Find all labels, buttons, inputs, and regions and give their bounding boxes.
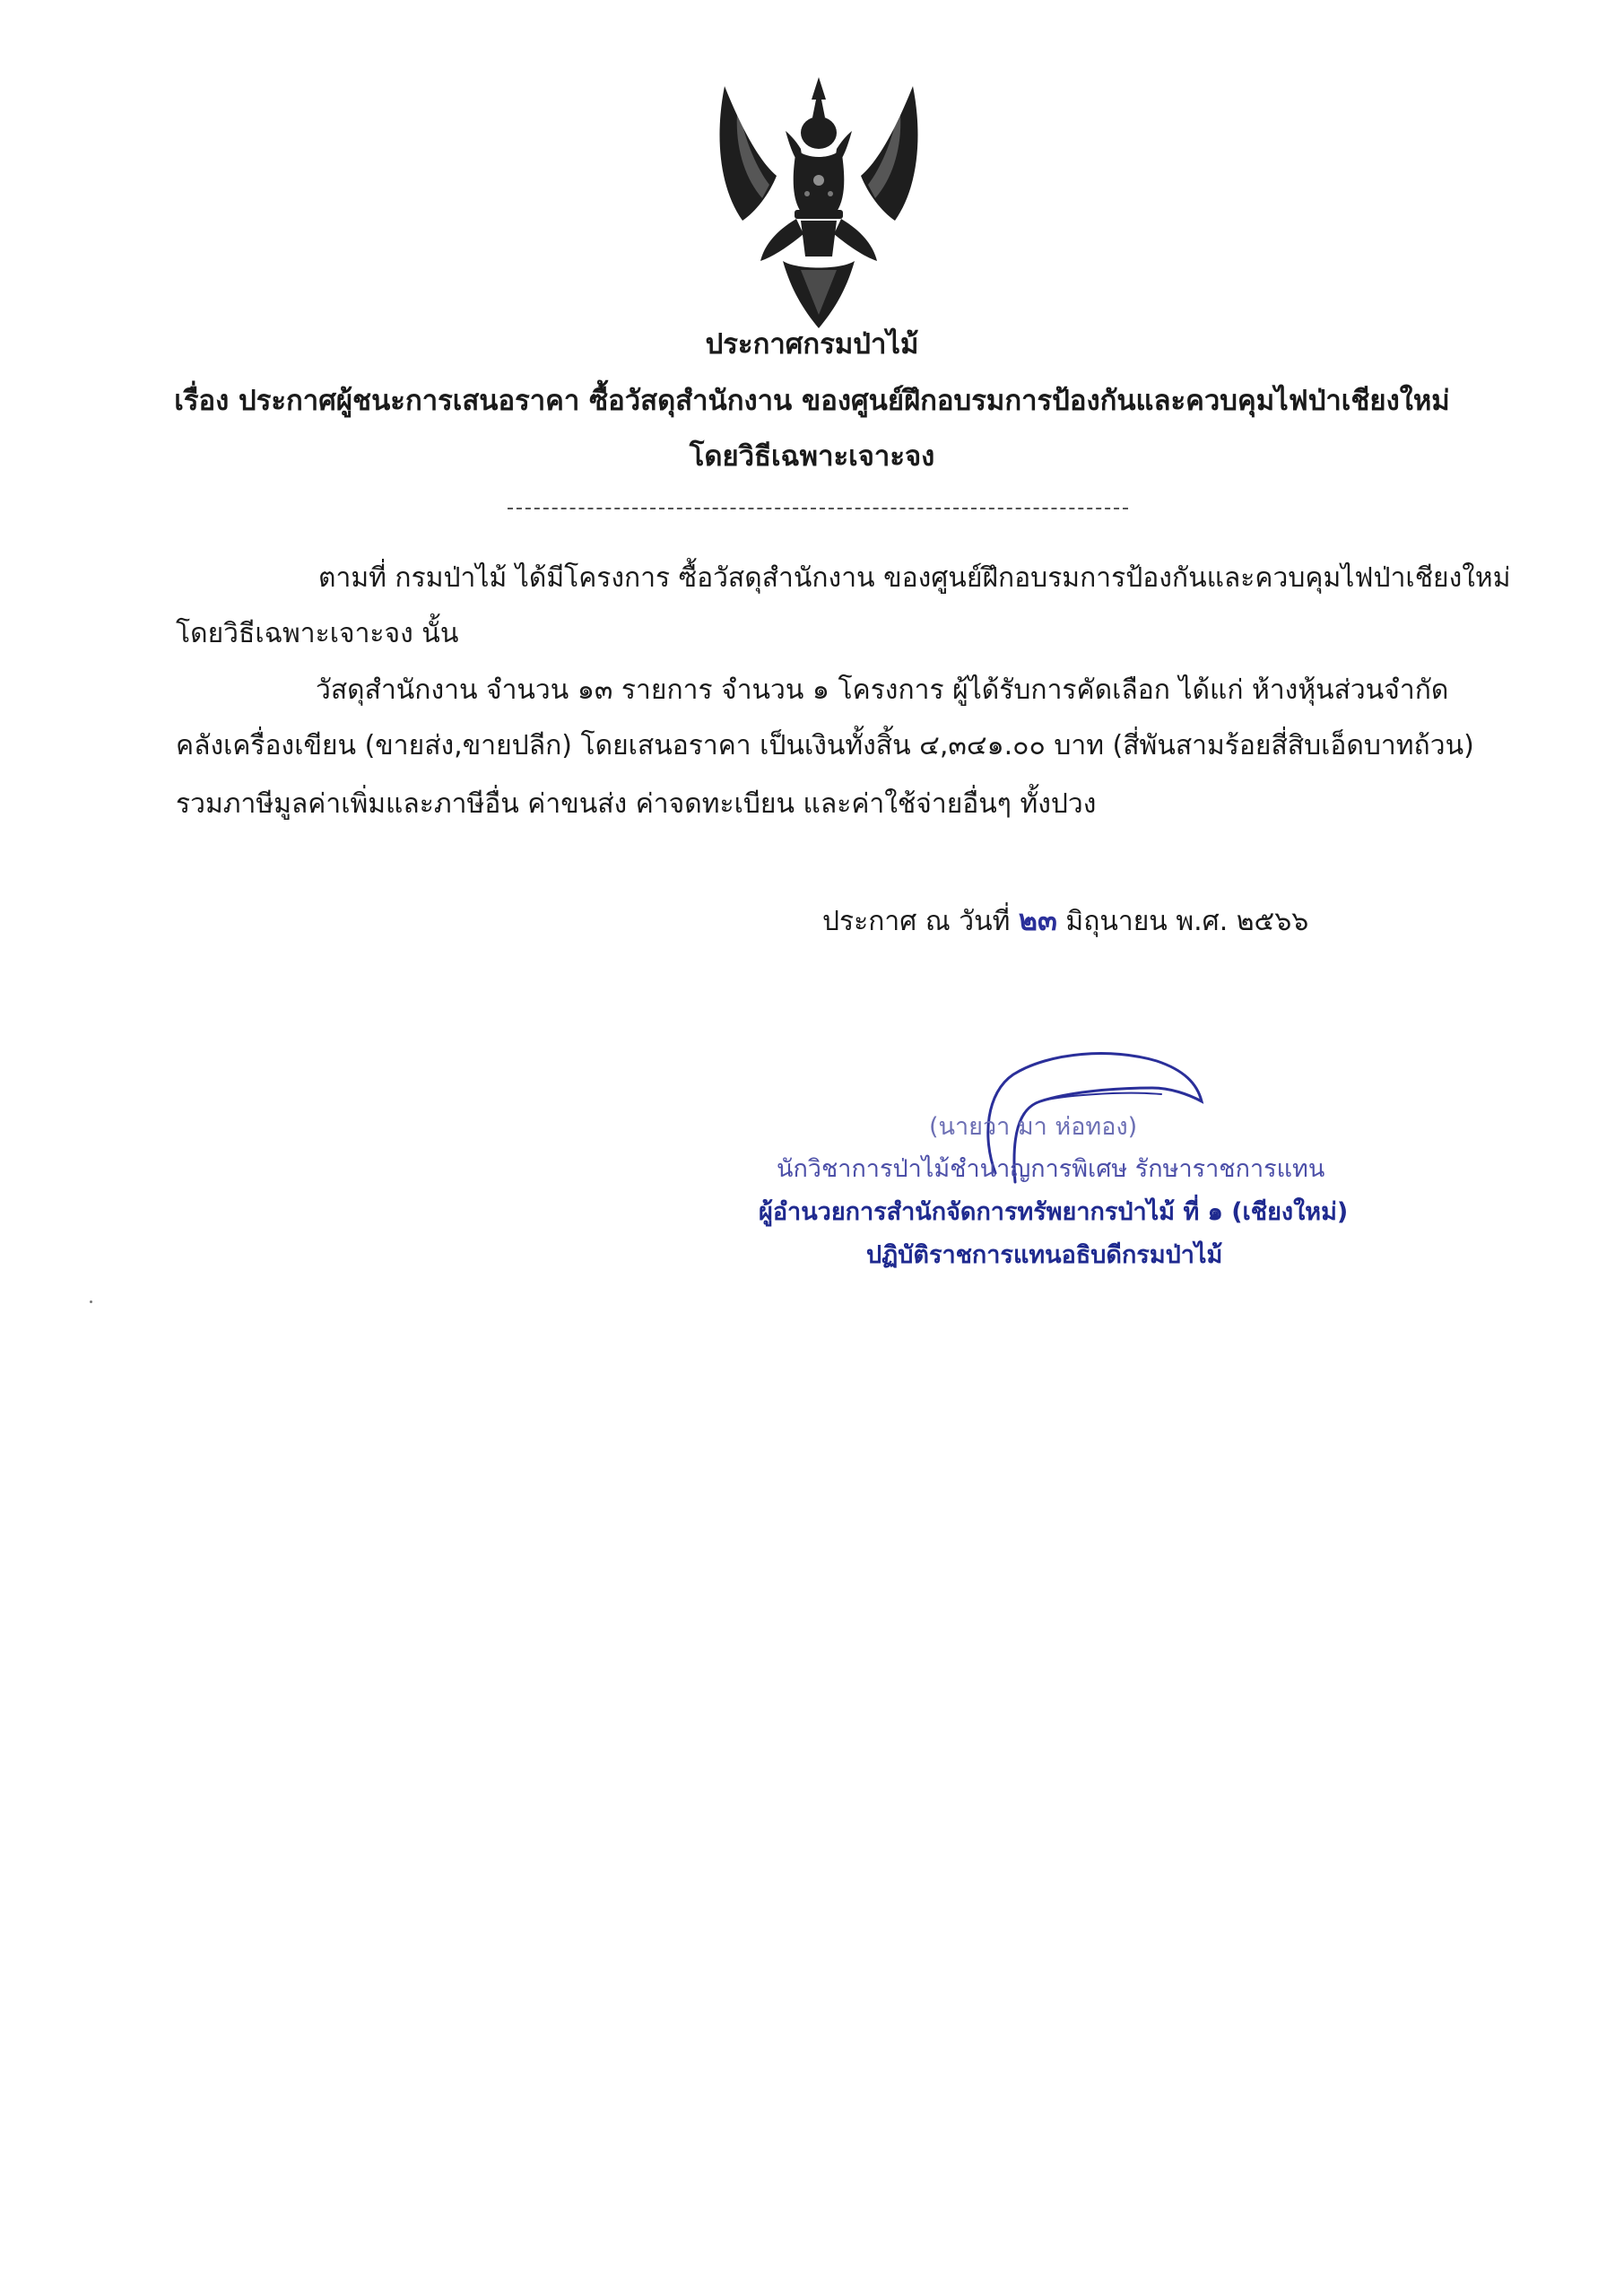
paragraph-1-line-1: ตามที่ กรมป่าไม้ ได้มีโครงการ ซื้อวัสดุสำนักงาน ของศูนย์ฝึกอบรมการป้องกันและควบคุมไฟป่าเชียงใหม่ [318, 562, 1511, 594]
announcement-subject: เรื่อง ประกาศผู้ชนะการเสนอราคา ซื้อวัสดุสำนักงาน ของศูนย์ฝึกอบรมการป้องกันและควบคุมไฟป่าเชียงใหม่ [174, 385, 1450, 417]
garuda-emblem-icon [707, 77, 931, 330]
signatory-position-3: ปฏิบัติราชการแทนอธิบดีกรมป่าไม้ [866, 1241, 1223, 1269]
paragraph-1-line-2: โดยวิธีเฉพาะเจาะจง นั้น [176, 618, 459, 649]
paragraph-2-line-1: วัสดุสำนักงาน จำนวน ๑๓ รายการ จำนวน ๑ โครงการ ผู้ได้รับการคัดเลือก ได้แก่ ห้างหุ้นส่วนจำกัด [316, 674, 1449, 706]
announcement-date [822, 900, 1308, 942]
signatory-position-1: นักวิชาการป่าไม้ชำนาญการพิเศษ รักษาราชการแทน [777, 1155, 1325, 1183]
scan-speck [90, 1300, 92, 1303]
paragraph-2-line-2: คลังเครื่องเขียน (ขายส่ง,ขายปลีก) โดยเสนอราคา เป็นเงินทั้งสิ้น ๔,๓๔๑.๐๐ บาท (สี่พันสามร้อยสี่สิบเอ็ดบาทถ้วน) [176, 730, 1474, 761]
date-prefix: ประกาศ ณ วันที่ [822, 906, 1011, 937]
announcement-subject-method: โดยวิธีเฉพาะเจาะจง [689, 440, 935, 473]
header-divider [508, 508, 1128, 509]
paragraph-2-line-3: รวมภาษีมูลค่าเพิ่มและภาษีอื่น ค่าขนส่ง ค่าจดทะเบียน และค่าใช้จ่ายอื่นๆ ทั้งปวง [176, 788, 1097, 820]
signatory-position-2: ผู้อำนวยการสำนักจัดการทรัพยากรป่าไม้ ที่ ๑ (เชียงใหม่) [759, 1198, 1349, 1226]
date-month-year: มิถุนายน พ.ศ. ๒๕๖๖ [1065, 906, 1309, 937]
announcement-title: ประกาศกรมป่าไม้ [705, 328, 919, 361]
date-day-handwritten: ๒๓ [1018, 903, 1057, 937]
signatory-name: (นายวา มา ห่อทอง) [929, 1113, 1138, 1141]
